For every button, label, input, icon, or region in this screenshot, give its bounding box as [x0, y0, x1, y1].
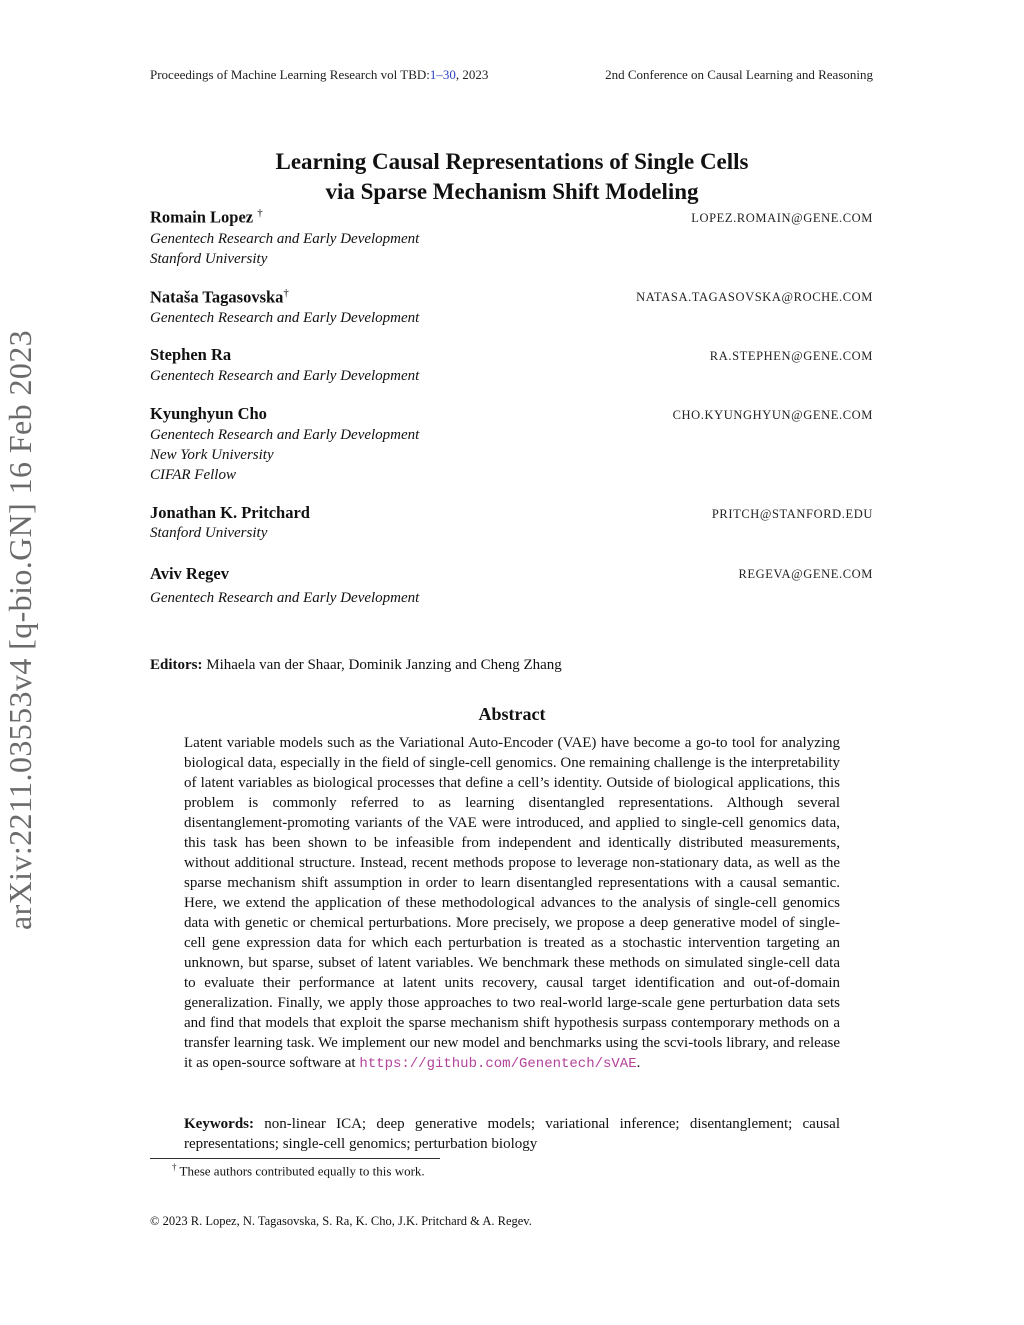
running-header-right: 2nd Conference on Causal Learning and Reasoning: [605, 67, 873, 82]
author-email[interactable]: PRITCH@STANFORD.EDU: [711, 507, 873, 521]
author-affiliation: Stanford University: [150, 251, 268, 267]
footnote-mark: †: [172, 1162, 177, 1172]
abstract-body: [184, 733, 840, 1074]
page-start-link[interactable]: 1: [429, 67, 437, 82]
running-header-left: [150, 67, 488, 83]
author-name: Kyunghyun Cho: [150, 404, 267, 423]
footnote: [172, 1162, 425, 1179]
title-line-1: Learning Causal Representations of Single Cells: [275, 149, 749, 174]
editors-names: Mihaela van der Shaar, Dominik Janzing and Cheng Zhang: [206, 657, 562, 673]
header-proceedings: Proceedings of Machine Learning Research vol TBD:: [150, 67, 430, 82]
keywords-text: non-linear ICA; deep generative models; variational inference; disentanglement; causal representations; single-cell genomics; perturbation biology: [184, 1116, 840, 1152]
editors-line: [150, 657, 562, 674]
author-email[interactable]: NATASA.TAGASOVSKA@ROCHE.COM: [636, 290, 873, 304]
paper-title: [0, 147, 1024, 207]
author-name-text: Nataša Tagasovska: [150, 287, 284, 307]
author-affiliation: Genentech Research and Early Development: [150, 427, 420, 443]
page-range-separator: –: [436, 67, 443, 82]
author-email[interactable]: RA.STEPHEN@GENE.COM: [709, 349, 873, 363]
footnote-rule: [150, 1158, 440, 1159]
page-end-link[interactable]: 30: [442, 67, 456, 82]
abstract-text: Latent variable models such as the Variational Auto-Encoder (VAE) have become a go-to tool for analyzing biological data, especially in the field of single-cell genomics. One remaining challenge is the interpretability of latent variables as biological processes that define a cell’s identity. Outside of biological applications, this problem is commonly referred to as learning disentangled representations. Although several disentanglement-promoting variants of the VAE were introduced, and applied to single-cell genomics data, this task has been shown to be infeasible from independent and identically distributed measurements, without additional structure. Instead, recent methods propose to leverage non-stationary data, as well as the sparse mechanism shift assumption in order to learn disentangled representations with a causal semantic. Here, we extend the application of these methodological advances to the analysis of single-cell genomics data with genetic or chemical perturbations. More precisely, we propose a deep generative model of single-cell gene expression data for which each perturbation is treated as a stochastic intervention targeting an unknown, but sparse, subset of latent variables. We benchmark these methods on simulated single-cell data to evaluate their performance at latent units recovery, causal target identification and out-of-domain generalization. Finally, we apply those approaches to two real-world large-scale gene perturbation data sets and find that models that exploit the sparse mechanism shift hypothesis surpass contemporary methods on a transfer learning task. We implement our new model and benchmarks using the scvi-tools library, and release it as open-source software at: [184, 735, 840, 1071]
author-name: Jonathan K. Pritchard: [150, 503, 310, 522]
author-affiliation: Stanford University: [150, 525, 268, 541]
abstract-heading: Abstract: [478, 704, 546, 724]
author-footnote-mark: †: [257, 207, 263, 219]
copyright: © 2023 R. Lopez, N. Tagasovska, S. Ra, K. Cho, J.K. Pritchard & A. Regev.: [150, 1214, 532, 1228]
author-name-text: Romain Lopez: [150, 207, 254, 227]
editors-label: Editors:: [150, 657, 203, 673]
footnote-text: These authors contributed equally to this work.: [179, 1163, 425, 1179]
title-line-2: via Sparse Mechanism Shift Modeling: [325, 179, 699, 204]
abstract-end: .: [636, 1055, 641, 1071]
author-affiliation: CIFAR Fellow: [150, 467, 236, 483]
keywords: [184, 1114, 840, 1154]
author-affiliation: New York University: [150, 447, 274, 463]
author-affiliation: Genentech Research and Early Development: [150, 231, 420, 247]
author-name: Stephen Ra: [150, 345, 232, 364]
author-affiliation: Genentech Research and Early Development: [150, 368, 420, 384]
author-footnote-mark: †: [283, 287, 289, 299]
author-name: [150, 207, 263, 228]
author-email[interactable]: CHO.KYUNGHYUN@GENE.COM: [672, 408, 873, 422]
github-link[interactable]: https://github.com/Genentech/sVAE: [359, 1056, 637, 1072]
author-affiliation: Genentech Research and Early Development: [150, 310, 420, 326]
header-year: , 2023: [455, 67, 489, 82]
author-name: Aviv Regev: [150, 564, 229, 583]
keywords-label: Keywords:: [184, 1116, 254, 1132]
author-email[interactable]: REGEVA@GENE.COM: [738, 567, 873, 581]
author-name: [150, 287, 289, 308]
author-email[interactable]: LOPEZ.ROMAIN@GENE.COM: [691, 211, 873, 225]
author-affiliation: Genentech Research and Early Development: [150, 590, 420, 606]
